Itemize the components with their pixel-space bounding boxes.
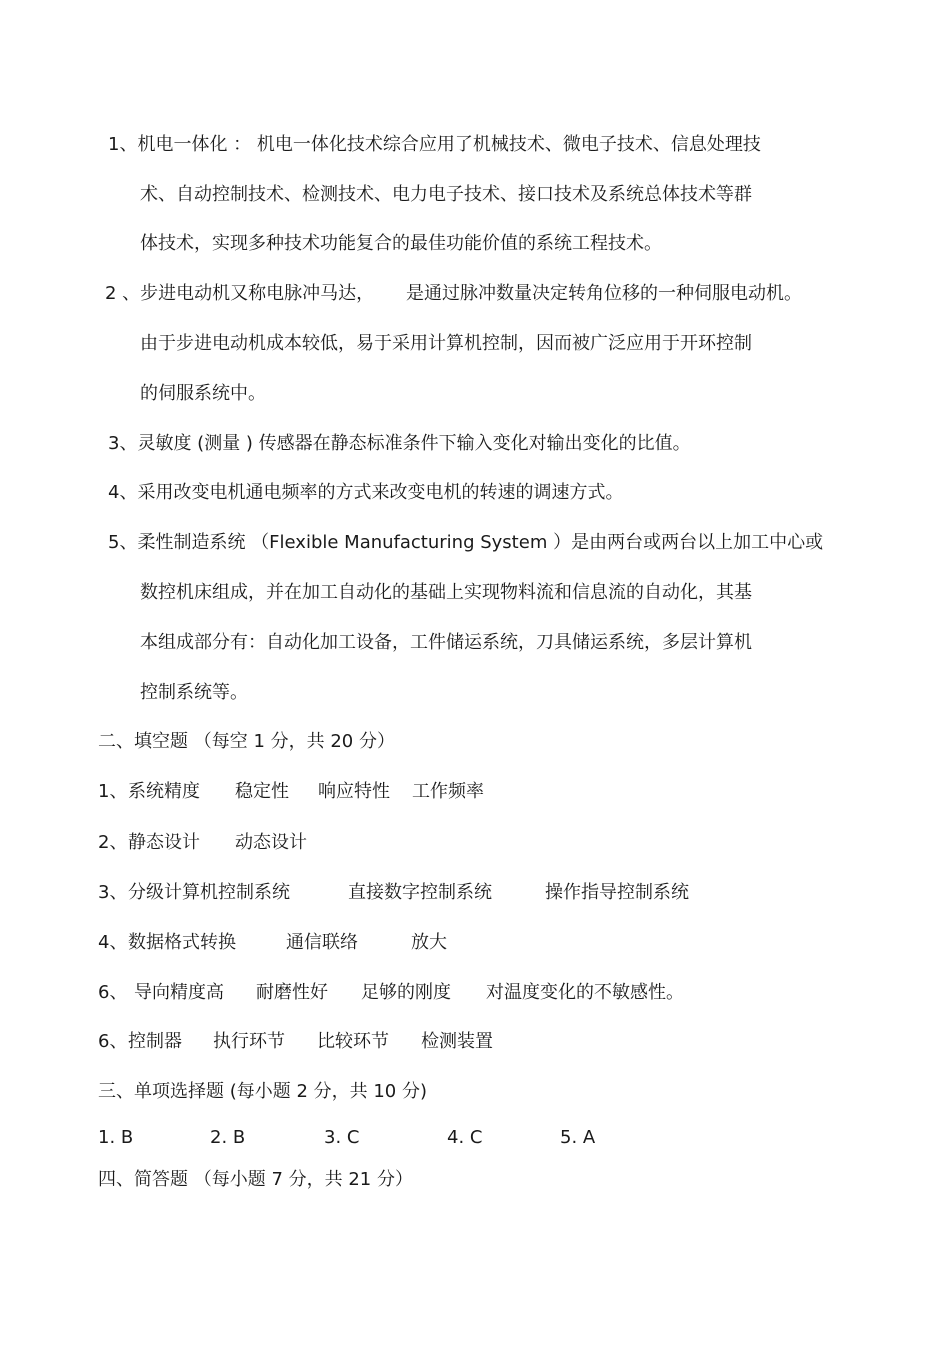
definition-5-line-3: 本组成部分有：自动化加工设备，工件储运系统，刀具储运系统，多层计算机 bbox=[140, 632, 752, 653]
answer-item: 静态设计 bbox=[128, 832, 200, 853]
answer-number: 1、 bbox=[98, 781, 128, 802]
definition-5-line-2: 数控机床组成，并在加工自动化的基础上实现物料流和信息流的自动化，其基 bbox=[140, 582, 752, 603]
choice-answer: 5. A bbox=[560, 1127, 596, 1148]
answer-item: 足够的刚度 bbox=[361, 982, 451, 1003]
answer-item: 系统精度 bbox=[128, 781, 200, 802]
answer-item: 稳定性 bbox=[235, 781, 289, 802]
answer-number: 3、 bbox=[98, 882, 128, 903]
answer-number: 6、 bbox=[98, 982, 128, 1003]
definition-5-line-4: 控制系统等。 bbox=[140, 682, 248, 703]
answer-number: 2、 bbox=[98, 832, 128, 853]
definition-2-line-2: 由于步进电动机成本较低，易于采用计算机控制，因而被广泛应用于开环控制 bbox=[140, 333, 752, 354]
short-answer-heading: 四、简答题 （每小题 7 分，共 21 分） bbox=[98, 1169, 413, 1190]
answer-item: 对温度变化的不敏感性。 bbox=[486, 982, 684, 1003]
answer-item: 动态设计 bbox=[235, 832, 307, 853]
fill-blank-heading: 二、填空题 （每空 1 分，共 20 分） bbox=[98, 731, 395, 752]
answer-number: 4、 bbox=[98, 932, 128, 953]
definition-2-line-1a: 2 、步进电动机又称电脉冲马达， bbox=[105, 283, 375, 304]
definition-1-line-1: 1、机电一体化 ： 机电一体化技术综合应用了机械技术、微电子技术、信息处理技 bbox=[108, 134, 761, 155]
definition-2-line-1b: 是通过脉冲数量决定转角位移的一种伺服电动机。 bbox=[406, 283, 802, 304]
choice-answer: 4. C bbox=[447, 1127, 483, 1148]
answer-item: 控制器 bbox=[128, 1031, 182, 1052]
definition-4-line-1: 4、采用改变电机通电频率的方式来改变电机的转速的调速方式。 bbox=[108, 482, 624, 503]
answer-item: 执行环节 bbox=[213, 1031, 285, 1052]
answer-item: 响应特性 bbox=[318, 781, 390, 802]
answer-item: 通信联络 bbox=[286, 932, 358, 953]
definition-5-line-1: 5、柔性制造系统 （Flexible Manufacturing System ）是由两台或两台以上加工中心或 bbox=[108, 532, 824, 553]
answer-item: 数据格式转换 bbox=[128, 932, 236, 953]
choice-answer: 1. B bbox=[98, 1127, 134, 1148]
definition-1-line-3: 体技术，实现多种技术功能复合的最佳功能价值的系统工程技术。 bbox=[140, 233, 662, 254]
choice-answer: 2. B bbox=[210, 1127, 246, 1148]
answer-item: 耐磨性好 bbox=[256, 982, 328, 1003]
definition-3-line-1: 3、灵敏度 (测量 ) 传感器在静态标准条件下输入变化对输出变化的比值。 bbox=[108, 433, 691, 454]
choice-answer: 3. C bbox=[324, 1127, 360, 1148]
answer-item: 操作指导控制系统 bbox=[545, 882, 689, 903]
answer-item: 比较环节 bbox=[317, 1031, 389, 1052]
single-choice-heading: 三、单项选择题 (每小题 2 分，共 10 分) bbox=[98, 1081, 428, 1102]
definition-2-line-3: 的伺服系统中。 bbox=[140, 383, 266, 404]
definition-1-line-2: 术、自动控制技术、检测技术、电力电子技术、接口技术及系统总体技术等群 bbox=[140, 184, 752, 205]
answer-item: 检测装置 bbox=[421, 1031, 493, 1052]
answer-item: 工作频率 bbox=[412, 781, 484, 802]
answer-number: 6、 bbox=[98, 1031, 128, 1052]
answer-item: 放大 bbox=[411, 932, 447, 953]
answer-item: 直接数字控制系统 bbox=[348, 882, 492, 903]
answer-item: 导向精度高 bbox=[134, 982, 224, 1003]
answer-item: 分级计算机控制系统 bbox=[128, 882, 290, 903]
